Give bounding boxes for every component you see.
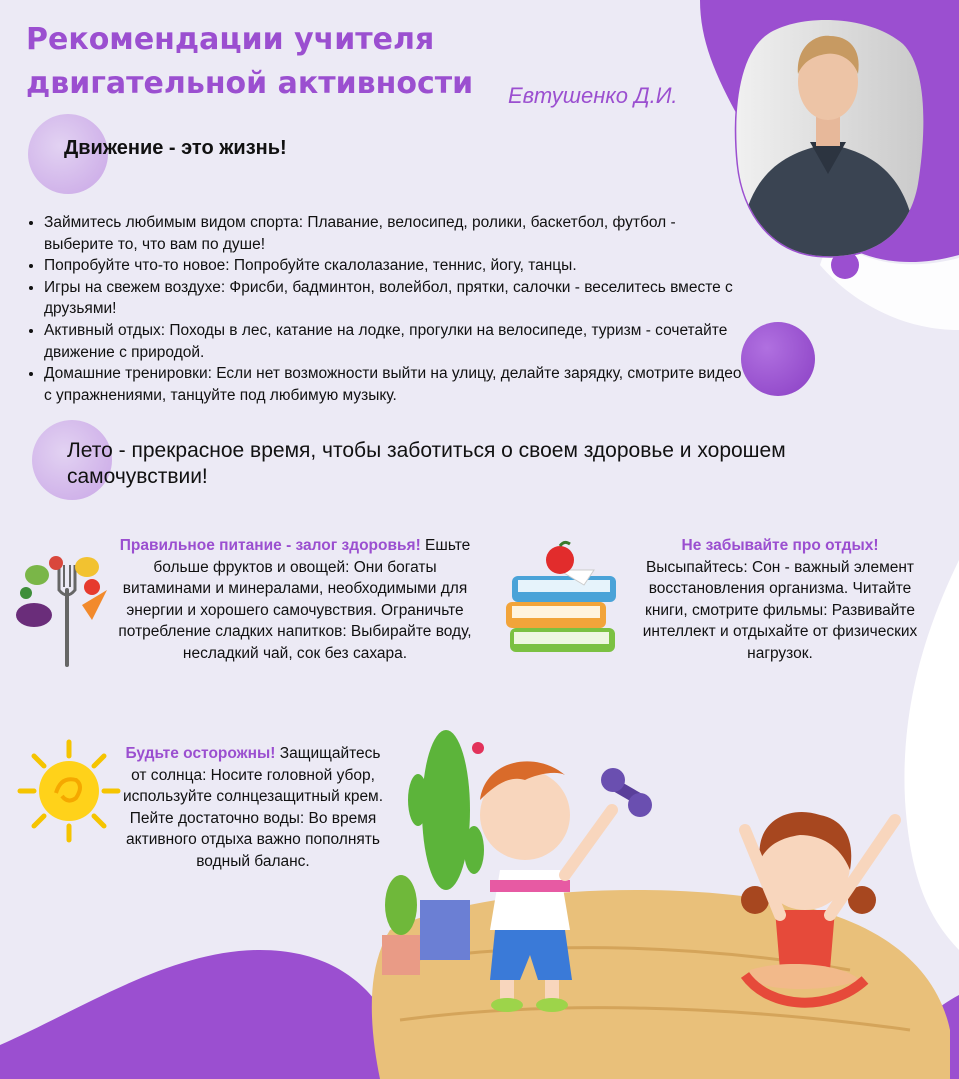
nutrition-tip bbox=[112, 535, 478, 665]
sun-icon bbox=[16, 738, 122, 844]
page-title: Рекомендации учителя двигательной активности bbox=[26, 22, 474, 101]
books-apple-icon bbox=[504, 540, 624, 658]
sun-tip-lead: Будьте осторожны! bbox=[125, 745, 276, 762]
sun-tip-text: Защищайтесь от солнца: Носите головной убор, используйте солнцезащитный крем. Пейте достаточно воды: Во время активного отдыха важно пополнять водный баланс. bbox=[122, 745, 384, 870]
teacher-photo bbox=[728, 14, 928, 259]
list-item: • Активный отдых: Походы в лес, катание на лодке, прогулки на велосипеде, туризм - сочетайте движение с природой. bbox=[44, 320, 744, 363]
nutrition-tip-lead: Правильное питание - залог здоровья! bbox=[119, 537, 421, 554]
list-item: • Попробуйте что-то новое: Попробуйте скалолазание, теннис, йогу, танцы. bbox=[44, 255, 744, 277]
kids-exercise-illustration bbox=[350, 730, 959, 1079]
list-item: • Игры на свежем воздухе: Фрисби, бадминтон, волейбол, прятки, салочки - веселитесь вместе с друзьями! bbox=[44, 277, 744, 320]
rest-tip-lead: Не забывайте про отдых! bbox=[681, 537, 879, 554]
list-item: • Домашние тренировки: Если нет возможности выйти на улицу, делайте зарядку, смотрите видео с упражнениями, танцуйте под любимую музыку. bbox=[44, 363, 744, 406]
vegetables-fork-icon bbox=[12, 545, 112, 670]
rest-tip-text: Высыпайтесь: Сон - важный элемент восстановления организма. Читайте книги, смотрите фильмы: Развивайте интеллект и отдыхайте от физических нагрузок. bbox=[642, 558, 918, 662]
section-heading-movement: Движение - это жизнь! bbox=[64, 137, 287, 159]
section-heading-summer: Лето - прекрасное время, чтобы заботиться о своем здоровье и хорошем самочувствии! bbox=[67, 439, 786, 488]
movement-tips-list bbox=[22, 212, 744, 406]
author-name: Евтушенко Д.И. bbox=[508, 83, 678, 108]
rest-tip bbox=[630, 535, 930, 665]
nutrition-tip-text: Ешьте больше фруктов и овощей: Они богаты витаминами и минералами, необходимыми для энергии и хорошего самочувствия. Ограничьте потребление сладких напитков: Выбирайте воду, несладкий чай, сок без сахара. bbox=[118, 537, 472, 662]
sun-tip bbox=[120, 743, 386, 873]
decorative-ball bbox=[741, 322, 815, 396]
list-item: • Займитесь любимым видом спорта: Плавание, велосипед, ролики, баскетбол, футбол - выберите то, что вам по душе! bbox=[44, 212, 744, 255]
